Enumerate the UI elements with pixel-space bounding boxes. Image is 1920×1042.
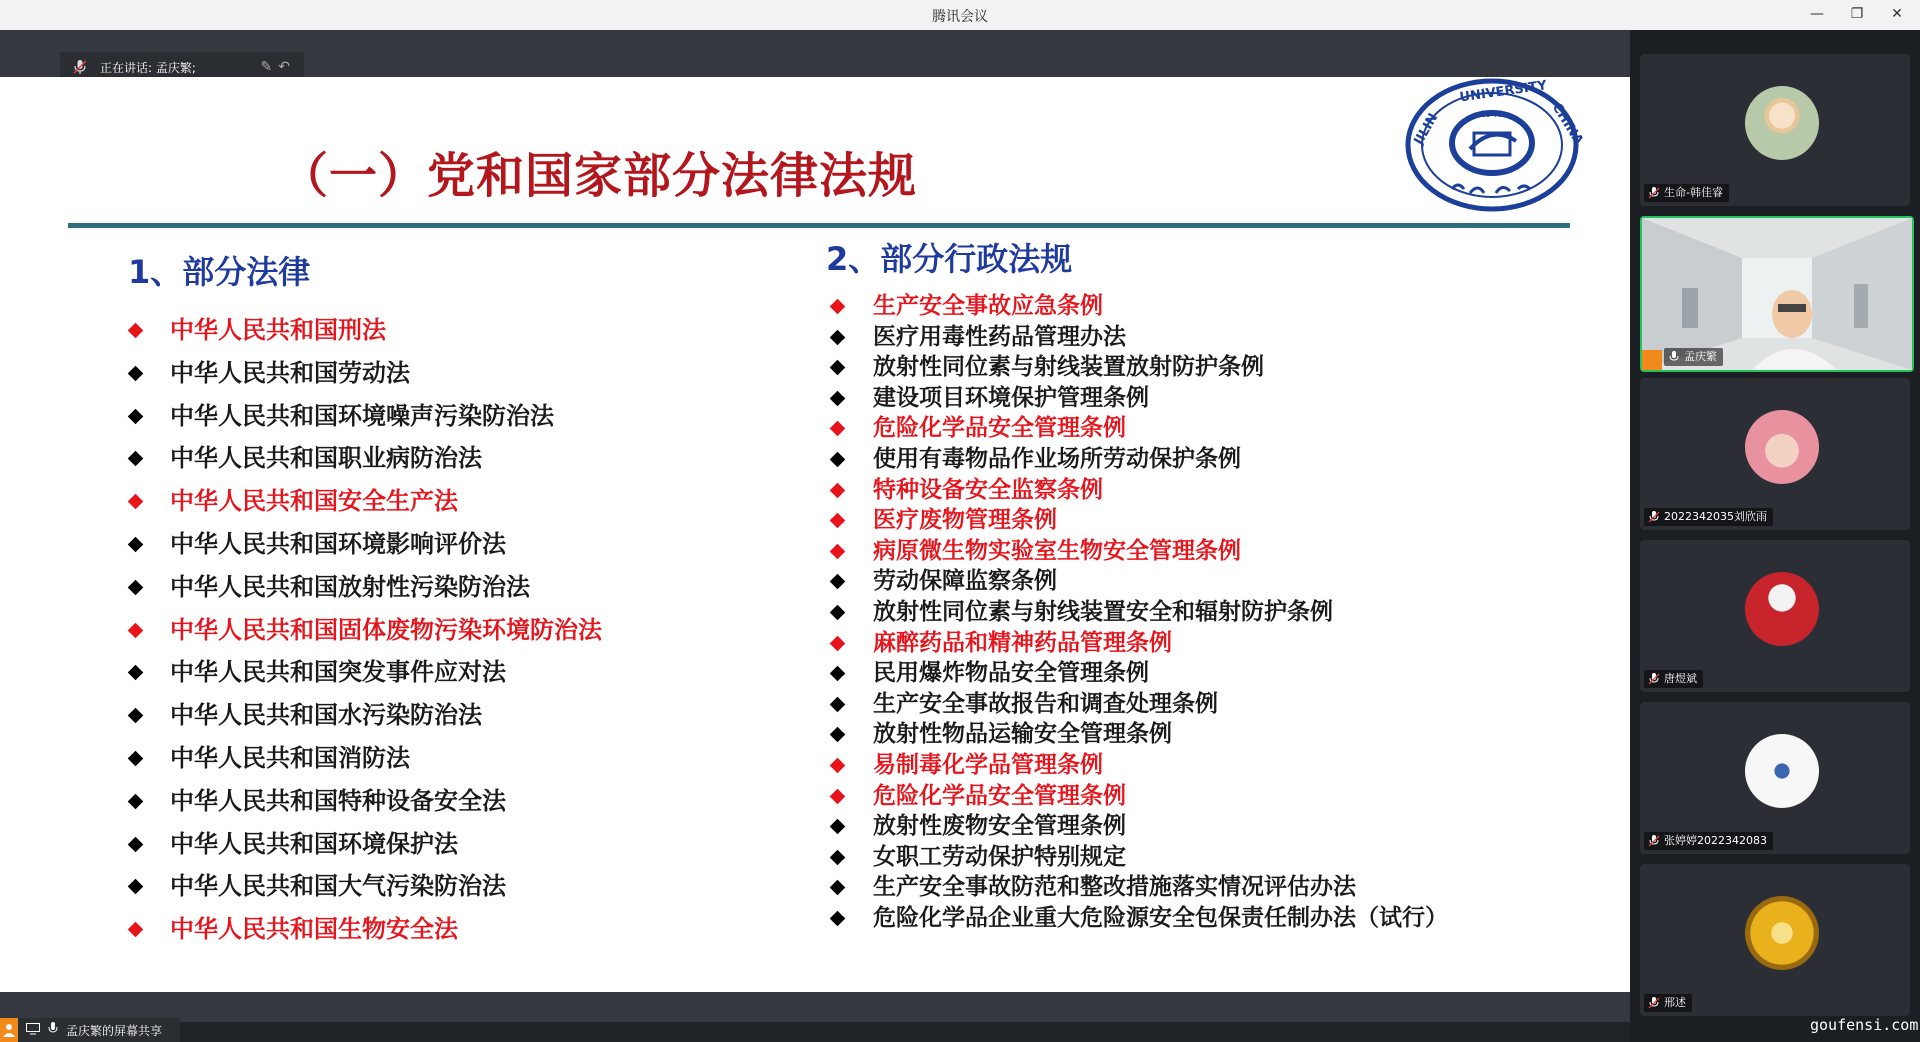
list-item — [130, 694, 602, 737]
list-item — [832, 811, 1448, 842]
diamond-bullet-icon — [128, 580, 144, 596]
list-item-text: 中华人民共和国生物安全法 — [170, 915, 458, 944]
list-item — [832, 689, 1448, 720]
list-item — [832, 566, 1448, 597]
diamond-bullet-icon — [128, 836, 144, 852]
diamond-bullet-icon — [830, 758, 846, 774]
diamond-bullet-icon — [830, 880, 846, 896]
list-item-text: 中华人民共和国环境噪声污染防治法 — [170, 401, 554, 430]
title-divider — [68, 223, 1570, 228]
participant-tile[interactable] — [1640, 864, 1910, 1016]
list-item-text: 放射性同位素与射线装置放射防护条例 — [873, 354, 1264, 381]
microphone-icon — [1669, 351, 1679, 363]
list-item — [832, 413, 1448, 444]
list-item-text: 劳动保障监察条例 — [873, 568, 1057, 595]
diamond-bullet-icon — [128, 323, 144, 339]
diamond-bullet-icon — [128, 366, 144, 382]
avatar — [1745, 896, 1819, 970]
list-item-text: 放射性同位素与射线装置安全和辐射防护条例 — [873, 598, 1333, 625]
shared-slide — [0, 77, 1630, 992]
person-icon — [0, 1018, 18, 1042]
avatar — [1745, 734, 1819, 808]
list-item-text: 中华人民共和国环境影响评价法 — [170, 529, 506, 558]
list-item-text: 中华人民共和国大气污染防治法 — [170, 872, 506, 901]
diamond-bullet-icon — [128, 751, 144, 767]
pen-icon[interactable]: ✎ — [260, 59, 273, 75]
laws-heading: 1、部分法律 — [128, 253, 311, 291]
diamond-bullet-icon — [830, 911, 846, 927]
participant-tile[interactable] — [1640, 378, 1910, 530]
participant-name-tag: 张婷婷2022342083 — [1644, 832, 1773, 850]
list-item — [130, 908, 602, 951]
list-item-text: 医疗废物管理条例 — [873, 507, 1057, 534]
svg-text:CHINA: CHINA — [1548, 100, 1586, 148]
diamond-bullet-icon — [830, 788, 846, 804]
diamond-bullet-icon — [830, 391, 846, 407]
diamond-bullet-icon — [128, 494, 144, 510]
svg-text:UNIVERSITY: UNIVERSITY — [1458, 78, 1548, 106]
list-item — [130, 865, 602, 908]
list-item-text: 民用爆炸物品安全管理条例 — [873, 660, 1149, 687]
list-item — [130, 609, 602, 652]
list-item — [832, 597, 1448, 628]
participant-name-tag: 邢述 — [1644, 994, 1692, 1012]
diamond-bullet-icon — [128, 537, 144, 553]
list-item-text: 中华人民共和国突发事件应对法 — [170, 658, 506, 687]
list-item-text: 生产安全事故报告和调查处理条例 — [873, 690, 1218, 717]
list-item — [832, 903, 1448, 934]
diamond-bullet-icon — [830, 299, 846, 315]
list-item-text: 麻醉药品和精神药品管理条例 — [873, 629, 1172, 656]
regulations-heading: 2、部分行政法规 — [826, 240, 1073, 278]
list-item — [130, 309, 602, 352]
participant-name-tag: 孟庆繁 — [1664, 348, 1723, 366]
avatar — [1745, 572, 1819, 646]
participant-tile[interactable] — [1640, 702, 1910, 854]
list-item-text: 中华人民共和国固体废物污染环境防治法 — [170, 615, 602, 644]
list-item-text: 危险化学品安全管理条例 — [873, 782, 1126, 809]
participant-name-tag: 唐煜斌 — [1644, 670, 1703, 688]
list-item — [130, 737, 602, 780]
list-item — [832, 781, 1448, 812]
diamond-bullet-icon — [830, 574, 846, 590]
list-item — [130, 566, 602, 609]
participant-name-tag: 2022342035刘欣雨 — [1644, 508, 1773, 526]
microphone-icon — [74, 60, 86, 74]
participant-tile[interactable] — [1640, 540, 1910, 692]
list-item — [130, 395, 602, 438]
annotation-tools[interactable] — [261, 59, 290, 75]
diamond-bullet-icon — [128, 622, 144, 638]
share-bottom-bar — [0, 992, 1630, 1022]
share-top-bar — [0, 30, 1630, 77]
list-item — [130, 523, 602, 566]
avatar — [1745, 410, 1819, 484]
window-titlebar — [0, 0, 1920, 31]
muted-microphone-icon — [1649, 997, 1659, 1009]
list-item — [832, 872, 1448, 903]
diamond-bullet-icon — [128, 451, 144, 467]
list-item — [130, 480, 602, 523]
diamond-bullet-icon — [128, 922, 144, 938]
list-item-text: 使用有毒物品作业场所劳动保护条例 — [873, 445, 1241, 472]
list-item-text: 生产安全事故防范和整改措施落实情况评估办法 — [873, 874, 1356, 901]
list-item-text: 女职工劳动保护特别规定 — [873, 843, 1126, 870]
participant-name-tag: 生命-韩佳睿 — [1644, 184, 1729, 202]
camera-icon — [1642, 350, 1662, 370]
diamond-bullet-icon — [128, 793, 144, 809]
list-item — [832, 322, 1448, 353]
list-item-text: 生产安全事故应急条例 — [873, 293, 1103, 319]
watermark: goufensi.com — [1810, 1016, 1919, 1034]
window-title: 腾讯会议 — [932, 9, 988, 25]
slide-title: （一）党和国家部分法律法规 — [280, 148, 918, 204]
diamond-bullet-icon — [830, 727, 846, 743]
undo-icon[interactable]: ↶ — [278, 59, 290, 75]
list-item — [130, 352, 602, 395]
diamond-bullet-icon — [830, 329, 846, 345]
muted-microphone-icon — [1649, 835, 1659, 847]
list-item-text: 病原微生物实验室生物安全管理条例 — [873, 537, 1241, 564]
diamond-bullet-icon — [830, 635, 846, 651]
diamond-bullet-icon — [830, 605, 846, 621]
list-item — [832, 719, 1448, 750]
list-item — [832, 505, 1448, 536]
diamond-bullet-icon — [830, 543, 846, 559]
list-item — [832, 444, 1448, 475]
list-item-text: 中华人民共和国消防法 — [170, 743, 410, 772]
window-controls — [1806, 4, 1908, 24]
list-item-text: 特种设备安全监察条例 — [873, 476, 1103, 503]
list-item-text: 中华人民共和国特种设备安全法 — [170, 786, 506, 815]
svg-text:1946: 1946 — [1480, 110, 1503, 120]
diamond-bullet-icon — [128, 408, 144, 424]
list-item-text: 中华人民共和国劳动法 — [170, 358, 410, 387]
screen-share-status[interactable] — [0, 1018, 180, 1042]
diamond-bullet-icon — [128, 879, 144, 895]
list-item — [130, 823, 602, 866]
list-item-text: 中华人民共和国环境保护法 — [170, 829, 458, 858]
list-item — [130, 651, 602, 694]
list-item — [130, 437, 602, 480]
university-seal-logo — [1404, 77, 1586, 213]
close-button[interactable]: ✕ — [1891, 6, 1903, 22]
list-item — [832, 291, 1448, 322]
list-item — [130, 780, 602, 823]
speaker-label: 正在讲话: 孟庆繁; — [100, 60, 196, 75]
list-item-text: 危险化学品安全管理条例 — [873, 415, 1126, 442]
participant-tile-active-speaker[interactable] — [1640, 216, 1914, 372]
minimize-button[interactable]: — — [1810, 6, 1824, 22]
restore-button[interactable]: ❐ — [1850, 6, 1864, 22]
svg-text:JILIN: JILIN — [1411, 110, 1442, 148]
list-item-text: 中华人民共和国刑法 — [170, 316, 386, 344]
list-item-text: 中华人民共和国放射性污染防治法 — [170, 572, 530, 601]
diamond-bullet-icon — [830, 360, 846, 376]
regulations-list — [832, 291, 1448, 933]
diamond-bullet-icon — [830, 452, 846, 468]
participant-sidebar — [1630, 30, 1920, 1042]
list-item — [832, 842, 1448, 873]
muted-microphone-icon — [1649, 511, 1659, 523]
list-item-text: 易制毒化学品管理条例 — [873, 751, 1103, 778]
diamond-bullet-icon — [830, 666, 846, 682]
screen-share-icon — [26, 1023, 40, 1038]
laws-list — [130, 309, 602, 951]
list-item — [832, 475, 1448, 506]
list-item — [832, 352, 1448, 383]
avatar — [1745, 86, 1819, 160]
list-item — [832, 658, 1448, 689]
diamond-bullet-icon — [830, 421, 846, 437]
diamond-bullet-icon — [830, 849, 846, 865]
list-item-text: 医疗用毒性药品管理办法 — [873, 323, 1126, 350]
list-item-text: 放射性物品运输安全管理条例 — [873, 721, 1172, 748]
diamond-bullet-icon — [830, 513, 846, 529]
list-item-text: 中华人民共和国水污染防治法 — [170, 701, 482, 730]
list-item-text: 危险化学品企业重大危险源安全包保责任制办法（试行） — [873, 904, 1448, 931]
microphone-icon[interactable] — [48, 1022, 58, 1038]
diamond-bullet-icon — [128, 665, 144, 681]
list-item — [832, 628, 1448, 659]
diamond-bullet-icon — [830, 696, 846, 712]
muted-microphone-icon — [1649, 187, 1659, 199]
list-item — [832, 750, 1448, 781]
list-item-text: 中华人民共和国职业病防治法 — [170, 444, 482, 473]
diamond-bullet-icon — [128, 708, 144, 724]
participant-tile[interactable] — [1640, 54, 1910, 206]
list-item-text: 放射性废物安全管理条例 — [873, 813, 1126, 840]
list-item-text: 中华人民共和国安全生产法 — [170, 487, 458, 516]
list-item — [832, 383, 1448, 414]
screen-share-label: 孟庆繁的屏幕共享 — [66, 1023, 163, 1038]
diamond-bullet-icon — [830, 482, 846, 498]
list-item — [832, 536, 1448, 567]
muted-microphone-icon — [1649, 673, 1659, 685]
list-item-text: 建设项目环境保护管理条例 — [873, 384, 1149, 411]
diamond-bullet-icon — [830, 819, 846, 835]
